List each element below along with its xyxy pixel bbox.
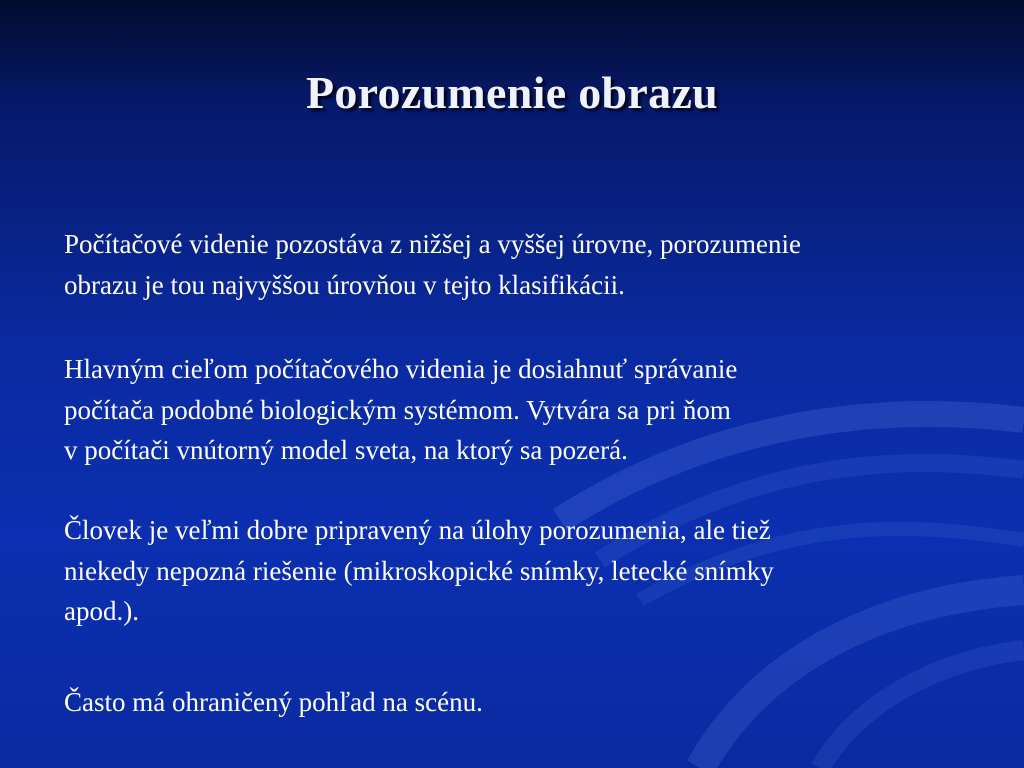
paragraph-2-line-1: Hlavným cieľom počítačového videnia je dosiahnuť správanie xyxy=(64,354,738,384)
paragraph-4-line-1: Často má ohraničený pohľad na scénu. xyxy=(64,687,483,717)
paragraph-2-line-3: v počítači vnútorný model sveta, na ktorý sa pozerá. xyxy=(64,435,628,465)
paragraph-3-line-2: niekedy nepozná riešenie (mikroskopické snímky, letecké snímky xyxy=(64,555,774,586)
paragraph-3 xyxy=(64,510,984,632)
paragraph-2-line-2: počítača podobné biologickým systémom. Vytvára sa pri ňom xyxy=(64,394,731,425)
paragraph-4 xyxy=(64,682,984,723)
slide-title: Porozumenie obrazu xyxy=(305,67,719,118)
paragraph-1-line-1: Počítačové videnie pozostáva z nižšej a vyššej úrovne, porozumenie xyxy=(64,229,802,259)
paragraph-3-line-3: apod.). xyxy=(64,596,139,626)
paragraph-2 xyxy=(64,349,984,471)
paragraph-3-line-1: Človek je veľmi dobre pripravený na úlohy porozumenia, ale tiež xyxy=(64,515,771,545)
paragraph-1-line-2: obrazu je tou najvyššou úrovňou v tejto klasifikácii. xyxy=(64,269,625,300)
paragraph-1 xyxy=(64,224,984,305)
